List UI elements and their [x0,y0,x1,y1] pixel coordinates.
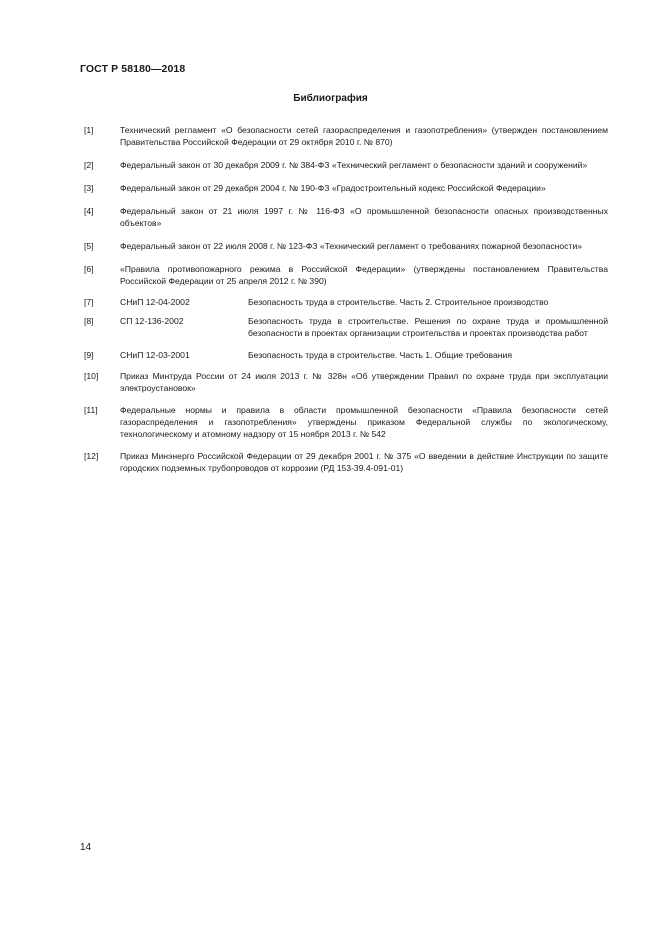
entry-number: [3] [84,183,94,193]
entry-code: СНиП 12-04-2002 [120,297,190,307]
bibliography-entry-6 [84,263,608,287]
document-header: ГОСТ Р 58180—2018 [80,63,186,75]
bibliography-entry-12 [84,450,608,474]
page-number: 14 [80,842,92,853]
entry-text: Технический регламент «О безопасности сетей газораспределения и газопотребления» (утвержден постановлением Правительства Российской Федерации от 29 октября 2010 г. № 870) [120,125,608,147]
bibliography-entry-11 [84,404,608,440]
bibliography-entry-10 [84,370,608,394]
entry-number: [5] [84,241,94,251]
entry-text: Приказ Минтруда России от 24 июля 2013 г. № 328н «Об утверждении Правил по охране труда при эксплуатации электроустановок» [120,371,608,393]
entry-text: Федеральный закон от 30 декабря 2009 г. № 384-ФЗ «Технический регламент о безопасности зданий и сооружений» [120,160,588,170]
entry-text: Приказ Минэнерго Российской Федерации от 29 декабря 2001 г. № 375 «О введении в действие Инструкции по защите городских подземных трубопроводов от коррозии (РД 153-39.4-091-01) [120,451,608,473]
entry-number: [7] [84,297,94,307]
entry-number: [10] [84,371,99,381]
bibliography-entry-3 [84,182,608,194]
entry-text: Безопасность труда в строительстве. Решения по охране труда и промышленной безопасности в проектах организации строительства и проектах производства работ [248,316,608,338]
entry-text: «Правила противопожарного режима в Российской Федерации» (утверждены постановлением Правительства Российской Федерации от 25 апреля 2012 г. № 390) [120,264,608,286]
entry-number: [11] [84,405,98,415]
entry-text: Федеральный закон от 21 июля 1997 г. № 116-ФЗ «О промышленной безопасности опасных производственных объектов» [120,206,608,228]
entry-text: Федеральные нормы и правила в области промышленной безопасности «Правила безопасности сетей газораспределения и газопотребления» утверждены приказом Федеральной службы по экологическому, технологическому и атомному надзору от 15 ноября 2013 г. № 542 [120,405,608,439]
entry-number: [2] [84,160,94,170]
bibliography-entry-9 [84,349,608,361]
entry-number: [4] [84,206,94,216]
entry-text: Безопасность труда в строительстве. Часть 1. Общие требования [248,350,512,360]
bibliography-entry-2 [84,159,608,171]
section-title: Библиография [293,93,368,104]
entry-text: Федеральный закон от 29 декабря 2004 г. № 190-ФЗ «Градостроительный кодекс Российской Федерации» [120,183,546,193]
bibliography-entry-1 [84,124,608,148]
entry-code: СНиП 12-03-2001 [120,350,190,360]
entry-number: [9] [84,350,94,360]
entry-number: [1] [84,125,94,135]
bibliography-entry-8 [84,315,608,339]
bibliography-list [84,124,608,474]
entry-text: Федеральный закон от 22 июля 2008 г. № 123-ФЗ «Технический регламент о требованиях пожарной безопасности» [120,241,583,251]
entry-number: [12] [84,451,99,461]
bibliography-entry-5 [84,240,608,252]
entry-number: [6] [84,264,94,274]
bibliography-entry-4 [84,205,608,229]
entry-code: СП 12-136-2002 [120,316,184,326]
bibliography-entry-7 [84,296,608,308]
entry-number: [8] [84,316,94,326]
entry-text: Безопасность труда в строительстве. Часть 2. Строительное производство [248,297,549,307]
